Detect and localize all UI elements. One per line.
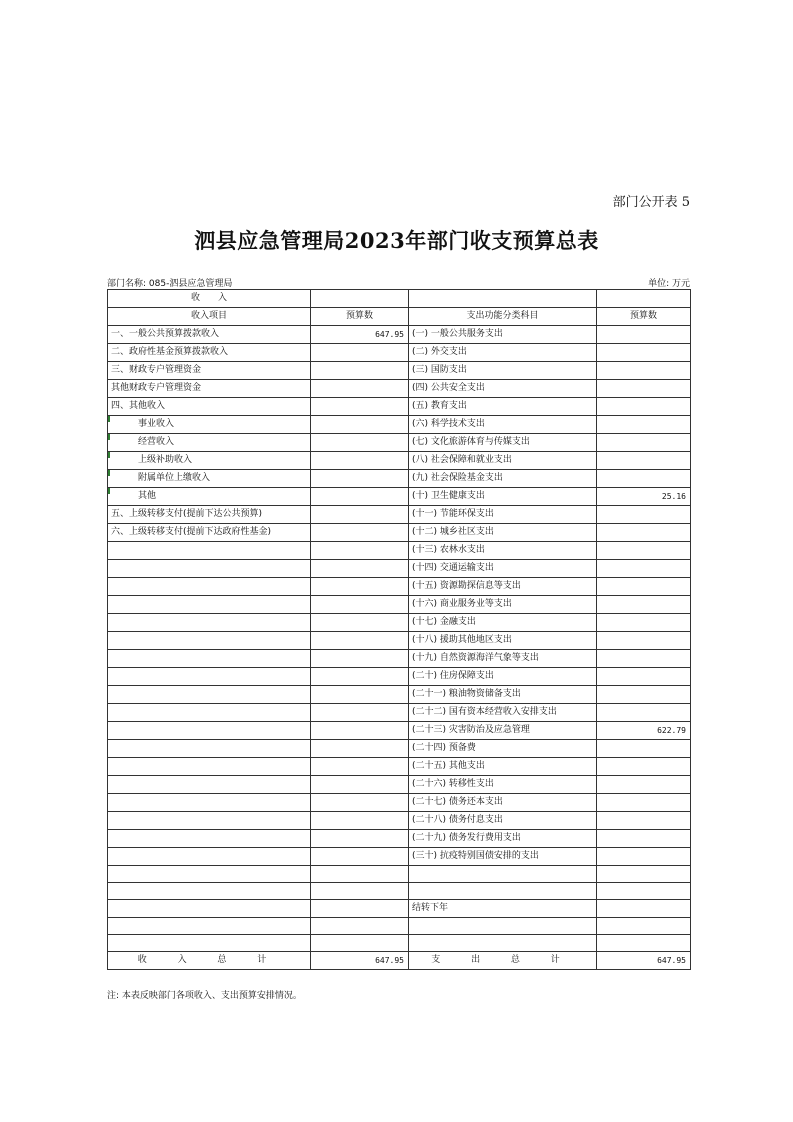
table-row bbox=[108, 560, 691, 578]
expense-item-cell: (二十一) 粮油物资储备支出 bbox=[409, 686, 597, 704]
expense-amount-cell bbox=[597, 812, 691, 830]
expense-item-cell: (二十八) 债务付息支出 bbox=[409, 812, 597, 830]
income-amount-cell bbox=[311, 883, 409, 900]
expense-item-cell: (一) 一般公共服务支出 bbox=[409, 326, 597, 344]
table-row bbox=[108, 830, 691, 848]
expense-amount-cell bbox=[597, 506, 691, 524]
expense-amount-cell bbox=[597, 524, 691, 542]
income-item-cell: 附属单位上缴收入 bbox=[108, 470, 311, 488]
table-row bbox=[108, 668, 691, 686]
expense-amount-cell: 25.16 bbox=[597, 488, 691, 506]
income-item-cell bbox=[108, 758, 311, 776]
table-row bbox=[108, 918, 691, 935]
expense-amount-cell bbox=[597, 866, 691, 883]
income-amount-cell bbox=[311, 578, 409, 596]
income-amount-cell bbox=[311, 488, 409, 506]
income-item-cell bbox=[108, 650, 311, 668]
expense-item-cell: (二十七) 债务还本支出 bbox=[409, 794, 597, 812]
income-item-cell bbox=[108, 560, 311, 578]
income-item-cell bbox=[108, 830, 311, 848]
income-amount-header: 预算数 bbox=[311, 308, 409, 326]
expense-item-cell: 结转下年 bbox=[409, 900, 597, 918]
income-item-cell bbox=[108, 740, 311, 758]
expense-amount-cell bbox=[597, 596, 691, 614]
income-item-cell bbox=[108, 632, 311, 650]
income-amount-cell bbox=[311, 614, 409, 632]
expense-item-cell: (三) 国防支出 bbox=[409, 362, 597, 380]
income-item-cell: 其他财政专户管理资金 bbox=[108, 380, 311, 398]
expense-amount-cell bbox=[597, 830, 691, 848]
income-item-cell bbox=[108, 704, 311, 722]
expense-amount-cell bbox=[597, 900, 691, 918]
income-item-cell bbox=[108, 883, 311, 900]
expense-amount-cell bbox=[597, 398, 691, 416]
expense-item-cell: (十一) 节能环保支出 bbox=[409, 506, 597, 524]
income-item-cell: 四、其他收入 bbox=[108, 398, 311, 416]
income-item-cell bbox=[108, 794, 311, 812]
expense-amount-cell bbox=[597, 686, 691, 704]
expense-amount-cell bbox=[597, 578, 691, 596]
expense-amount-cell bbox=[597, 668, 691, 686]
income-total-label: 收 入 总 计 bbox=[108, 952, 311, 970]
income-amount-cell bbox=[311, 452, 409, 470]
table-row bbox=[108, 524, 691, 542]
expense-item-cell: (三十) 抗疫特别国债安排的支出 bbox=[409, 848, 597, 866]
income-item-cell: 五、上级转移支付(提前下达公共预算) bbox=[108, 506, 311, 524]
income-amount-cell bbox=[311, 918, 409, 935]
income-item-cell bbox=[108, 542, 311, 560]
income-item-cell: 一、一般公共预算拨款收入 bbox=[108, 326, 311, 344]
income-amount-cell bbox=[311, 668, 409, 686]
expense-amount-cell bbox=[597, 632, 691, 650]
header-group-row bbox=[108, 290, 691, 308]
income-amount-cell bbox=[311, 740, 409, 758]
expense-item-cell: (二十四) 预备费 bbox=[409, 740, 597, 758]
income-amount-cell bbox=[311, 362, 409, 380]
income-item-cell bbox=[108, 596, 311, 614]
income-amount-cell bbox=[311, 380, 409, 398]
table-row bbox=[108, 434, 691, 452]
income-item-cell bbox=[108, 614, 311, 632]
expense-item-cell bbox=[409, 866, 597, 883]
income-amount-cell bbox=[311, 524, 409, 542]
income-amount-cell bbox=[311, 776, 409, 794]
expense-item-cell: (十) 卫生健康支出 bbox=[409, 488, 597, 506]
expense-amount-cell bbox=[597, 614, 691, 632]
table-row bbox=[108, 866, 691, 883]
income-item-cell: 其他 bbox=[108, 488, 311, 506]
income-amount-cell bbox=[311, 344, 409, 362]
table-row bbox=[108, 776, 691, 794]
income-amount-cell bbox=[311, 935, 409, 952]
expense-item-cell: (二十) 住房保障支出 bbox=[409, 668, 597, 686]
expense-amount-cell bbox=[597, 362, 691, 380]
expense-item-cell: (二十二) 国有资本经营收入安排支出 bbox=[409, 704, 597, 722]
header-row bbox=[108, 308, 691, 326]
page-code: 部门公开表 5 bbox=[612, 195, 690, 210]
footnote: 注: 本表反映部门各项收入、支出预算安排情况。 bbox=[107, 991, 302, 1001]
income-amount-cell bbox=[311, 686, 409, 704]
expense-item-cell: (九) 社会保险基金支出 bbox=[409, 470, 597, 488]
income-item-cell bbox=[108, 812, 311, 830]
income-item-cell bbox=[108, 900, 311, 918]
table-row bbox=[108, 812, 691, 830]
expense-amount-cell bbox=[597, 326, 691, 344]
expense-amount-cell bbox=[597, 434, 691, 452]
table-row bbox=[108, 935, 691, 952]
table-row bbox=[108, 686, 691, 704]
table-row bbox=[108, 722, 691, 740]
totals-row bbox=[108, 952, 691, 970]
income-item-cell: 事业收入 bbox=[108, 416, 311, 434]
income-group-header: 收 入 bbox=[108, 290, 311, 308]
expense-item-cell: (十二) 城乡社区支出 bbox=[409, 524, 597, 542]
expense-amount-header: 预算数 bbox=[597, 308, 691, 326]
expense-item-header: 支出功能分类科目 bbox=[409, 308, 597, 326]
income-item-cell bbox=[108, 578, 311, 596]
table-row bbox=[108, 848, 691, 866]
expense-item-cell: (十六) 商业服务业等支出 bbox=[409, 596, 597, 614]
table-row bbox=[108, 758, 691, 776]
expense-amount-cell bbox=[597, 740, 691, 758]
income-amount-cell bbox=[311, 560, 409, 578]
table-row bbox=[108, 596, 691, 614]
income-item-cell: 上级补助收入 bbox=[108, 452, 311, 470]
table-row bbox=[108, 380, 691, 398]
income-item-cell: 六、上级转移支付(提前下达政府性基金) bbox=[108, 524, 311, 542]
page-title: 泗县应急管理局2023年部门收支预算总表 bbox=[194, 228, 599, 253]
income-amount-cell bbox=[311, 398, 409, 416]
income-item-cell bbox=[108, 686, 311, 704]
income-amount-cell bbox=[311, 434, 409, 452]
income-amount-cell bbox=[311, 812, 409, 830]
expense-item-cell: (六) 科学技术支出 bbox=[409, 416, 597, 434]
expense-item-cell: (十三) 农林水支出 bbox=[409, 542, 597, 560]
expense-amount-cell bbox=[597, 380, 691, 398]
expense-item-cell: (二十六) 转移性支出 bbox=[409, 776, 597, 794]
income-item-cell bbox=[108, 668, 311, 686]
expense-amount-cell bbox=[597, 794, 691, 812]
income-amount-cell bbox=[311, 900, 409, 918]
income-total-amount: 647.95 bbox=[311, 952, 409, 970]
expense-item-cell: (十八) 援助其他地区支出 bbox=[409, 632, 597, 650]
table-row bbox=[108, 900, 691, 918]
income-amount-cell bbox=[311, 542, 409, 560]
income-amount-cell bbox=[311, 722, 409, 740]
income-amount-cell bbox=[311, 830, 409, 848]
income-amount-cell bbox=[311, 506, 409, 524]
table-row bbox=[108, 740, 691, 758]
expense-amount-cell bbox=[597, 918, 691, 935]
income-amount-cell bbox=[311, 866, 409, 883]
budget-table bbox=[107, 289, 691, 970]
table-row bbox=[108, 470, 691, 488]
income-amount-cell bbox=[311, 632, 409, 650]
income-item-cell bbox=[108, 776, 311, 794]
expense-amount-cell bbox=[597, 560, 691, 578]
expense-item-cell: (四) 公共安全支出 bbox=[409, 380, 597, 398]
table-row bbox=[108, 398, 691, 416]
table-row bbox=[108, 542, 691, 560]
expense-amount-cell bbox=[597, 935, 691, 952]
income-item-cell: 三、财政专户管理资金 bbox=[108, 362, 311, 380]
expense-amount-cell bbox=[597, 542, 691, 560]
expense-amount-cell bbox=[597, 452, 691, 470]
income-amount-cell bbox=[311, 704, 409, 722]
expense-amount-cell bbox=[597, 650, 691, 668]
expense-total-label: 支 出 总 计 bbox=[409, 952, 597, 970]
table-row bbox=[108, 704, 691, 722]
income-item-cell bbox=[108, 918, 311, 935]
expense-item-cell: (二十九) 债务发行费用支出 bbox=[409, 830, 597, 848]
expense-item-cell bbox=[409, 883, 597, 900]
expense-amount-cell bbox=[597, 758, 691, 776]
expense-item-cell: (七) 文化旅游体育与传媒支出 bbox=[409, 434, 597, 452]
table-row bbox=[108, 883, 691, 900]
expense-amount-cell: 622.79 bbox=[597, 722, 691, 740]
income-item-cell bbox=[108, 935, 311, 952]
table-row bbox=[108, 794, 691, 812]
table-row bbox=[108, 362, 691, 380]
expense-item-cell: (十五) 资源勘探信息等支出 bbox=[409, 578, 597, 596]
department-label: 部门名称: 085-泗县应急管理局 bbox=[107, 279, 233, 289]
expense-item-cell bbox=[409, 935, 597, 952]
expense-amount-cell bbox=[597, 848, 691, 866]
expense-amount-cell bbox=[597, 704, 691, 722]
expense-item-cell: (十七) 金融支出 bbox=[409, 614, 597, 632]
income-amount-cell bbox=[311, 794, 409, 812]
expense-item-cell: (十九) 自然资源海洋气象等支出 bbox=[409, 650, 597, 668]
income-amount-cell: 647.95 bbox=[311, 326, 409, 344]
table-row bbox=[108, 416, 691, 434]
expense-amount-cell bbox=[597, 883, 691, 900]
income-item-cell: 经营收入 bbox=[108, 434, 311, 452]
expense-amount-cell bbox=[597, 470, 691, 488]
income-amount-cell bbox=[311, 416, 409, 434]
income-amount-cell bbox=[311, 650, 409, 668]
expense-item-cell: (二十三) 灾害防治及应急管理 bbox=[409, 722, 597, 740]
table-row bbox=[108, 578, 691, 596]
table-row bbox=[108, 632, 691, 650]
income-amount-cell bbox=[311, 758, 409, 776]
income-item-cell bbox=[108, 722, 311, 740]
income-item-cell bbox=[108, 866, 311, 883]
table-row bbox=[108, 488, 691, 506]
expense-item-cell bbox=[409, 918, 597, 935]
income-amount-cell bbox=[311, 470, 409, 488]
table-row bbox=[108, 452, 691, 470]
expense-item-cell: (八) 社会保障和就业支出 bbox=[409, 452, 597, 470]
expense-item-cell: (十四) 交通运输支出 bbox=[409, 560, 597, 578]
expense-amount-cell bbox=[597, 344, 691, 362]
income-item-cell bbox=[108, 848, 311, 866]
expense-item-cell: (二) 外交支出 bbox=[409, 344, 597, 362]
income-amount-cell bbox=[311, 596, 409, 614]
table-row bbox=[108, 326, 691, 344]
table-row bbox=[108, 614, 691, 632]
table-row bbox=[108, 344, 691, 362]
expense-item-cell: (五) 教育支出 bbox=[409, 398, 597, 416]
table-row bbox=[108, 650, 691, 668]
expense-total-amount: 647.95 bbox=[597, 952, 691, 970]
income-item-header: 收入项目 bbox=[108, 308, 311, 326]
expense-amount-cell bbox=[597, 776, 691, 794]
table-row bbox=[108, 506, 691, 524]
expense-item-cell: (二十五) 其他支出 bbox=[409, 758, 597, 776]
income-amount-cell bbox=[311, 848, 409, 866]
expense-amount-cell bbox=[597, 416, 691, 434]
income-item-cell: 二、政府性基金预算拨款收入 bbox=[108, 344, 311, 362]
unit-label: 单位: 万元 bbox=[648, 279, 690, 289]
